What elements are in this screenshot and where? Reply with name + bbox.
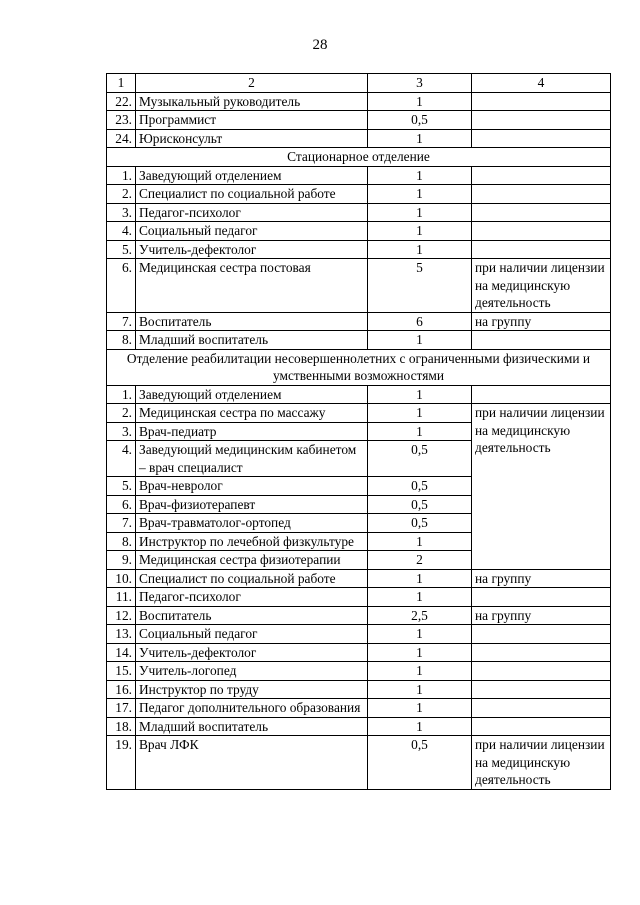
row-number: 5. bbox=[107, 477, 136, 496]
position-note bbox=[472, 111, 611, 130]
row-number: 3. bbox=[107, 203, 136, 222]
position-quantity: 2 bbox=[368, 551, 472, 570]
row-number: 8. bbox=[107, 331, 136, 350]
position-name: Заведующий отделением bbox=[136, 385, 368, 404]
section-title: Стационарное отделение bbox=[107, 148, 611, 167]
position-name: Учитель-дефектолог bbox=[136, 240, 368, 259]
position-note: при наличии лицензии на медицинскую деятельность bbox=[472, 736, 611, 790]
row-number: 3. bbox=[107, 422, 136, 441]
position-note bbox=[472, 92, 611, 111]
position-name: Врач-педиатр bbox=[136, 422, 368, 441]
table-row bbox=[107, 185, 611, 204]
row-number: 6. bbox=[107, 495, 136, 514]
position-quantity: 1 bbox=[368, 92, 472, 111]
table-row bbox=[107, 606, 611, 625]
table-row bbox=[107, 331, 611, 350]
row-number: 16. bbox=[107, 680, 136, 699]
position-quantity: 1 bbox=[368, 569, 472, 588]
position-note bbox=[472, 385, 611, 404]
position-quantity: 1 bbox=[368, 680, 472, 699]
row-number: 10. bbox=[107, 569, 136, 588]
position-quantity: 1 bbox=[368, 717, 472, 736]
position-note bbox=[472, 680, 611, 699]
position-name: Социальный педагог bbox=[136, 222, 368, 241]
section-row bbox=[107, 349, 611, 385]
position-note bbox=[472, 643, 611, 662]
position-note bbox=[472, 717, 611, 736]
staffing-table bbox=[106, 73, 611, 790]
row-number: 22. bbox=[107, 92, 136, 111]
row-number: 14. bbox=[107, 643, 136, 662]
table-row bbox=[107, 222, 611, 241]
position-note bbox=[472, 240, 611, 259]
page-number: 28 bbox=[312, 37, 328, 53]
table-row bbox=[107, 717, 611, 736]
position-name: Медицинская сестра по массажу bbox=[136, 404, 368, 423]
column-header: 1 bbox=[107, 74, 136, 93]
table-row bbox=[107, 203, 611, 222]
table-row bbox=[107, 259, 611, 313]
position-quantity: 2,5 bbox=[368, 606, 472, 625]
position-name: Программист bbox=[136, 111, 368, 130]
row-number: 8. bbox=[107, 532, 136, 551]
column-header: 3 bbox=[368, 74, 472, 93]
position-quantity: 0,5 bbox=[368, 477, 472, 496]
section-row bbox=[107, 148, 611, 167]
row-number: 2. bbox=[107, 404, 136, 423]
position-name: Врач-физиотерапевт bbox=[136, 495, 368, 514]
position-quantity: 1 bbox=[368, 532, 472, 551]
position-quantity: 1 bbox=[368, 385, 472, 404]
table-row bbox=[107, 680, 611, 699]
position-name: Медицинская сестра постовая bbox=[136, 259, 368, 313]
position-name: Социальный педагог bbox=[136, 625, 368, 644]
position-quantity: 0,5 bbox=[368, 441, 472, 477]
table-row bbox=[107, 643, 611, 662]
table-row bbox=[107, 166, 611, 185]
table-header-row bbox=[107, 74, 611, 93]
position-note bbox=[472, 222, 611, 241]
position-name: Врач ЛФК bbox=[136, 736, 368, 790]
position-note bbox=[472, 166, 611, 185]
position-quantity: 1 bbox=[368, 185, 472, 204]
row-number: 15. bbox=[107, 662, 136, 681]
position-quantity: 1 bbox=[368, 588, 472, 607]
position-name: Педагог дополнительного образования bbox=[136, 699, 368, 718]
table-row bbox=[107, 625, 611, 644]
position-name: Младший воспитатель bbox=[136, 717, 368, 736]
position-quantity: 0,5 bbox=[368, 736, 472, 790]
table-row bbox=[107, 662, 611, 681]
column-header: 4 bbox=[472, 74, 611, 93]
table-row bbox=[107, 92, 611, 111]
position-quantity: 1 bbox=[368, 662, 472, 681]
table-row bbox=[107, 588, 611, 607]
position-name: Заведующий медицинским кабинетом – врач специалист bbox=[136, 441, 368, 477]
position-name: Учитель-логопед bbox=[136, 662, 368, 681]
position-quantity: 1 bbox=[368, 422, 472, 441]
position-quantity: 0,5 bbox=[368, 514, 472, 533]
position-name: Педагог-психолог bbox=[136, 588, 368, 607]
position-name: Педагог-психолог bbox=[136, 203, 368, 222]
row-number: 11. bbox=[107, 588, 136, 607]
section-title: Отделение реабилитации несовершеннолетних с ограниченными физическими и умственными возможностями bbox=[107, 349, 611, 385]
table-row bbox=[107, 699, 611, 718]
position-quantity: 6 bbox=[368, 312, 472, 331]
position-name: Врач-травматолог-ортопед bbox=[136, 514, 368, 533]
position-note bbox=[472, 588, 611, 607]
row-number: 7. bbox=[107, 514, 136, 533]
position-name: Воспитатель bbox=[136, 606, 368, 625]
row-number: 6. bbox=[107, 259, 136, 313]
position-quantity: 1 bbox=[368, 240, 472, 259]
position-name: Юрисконсульт bbox=[136, 129, 368, 148]
row-number: 9. bbox=[107, 551, 136, 570]
position-name: Инструктор по лечебной физкультуре bbox=[136, 532, 368, 551]
table-row bbox=[107, 240, 611, 259]
position-quantity: 1 bbox=[368, 203, 472, 222]
position-quantity: 1 bbox=[368, 625, 472, 644]
position-quantity: 0,5 bbox=[368, 495, 472, 514]
row-number: 7. bbox=[107, 312, 136, 331]
position-quantity: 1 bbox=[368, 129, 472, 148]
row-number: 13. bbox=[107, 625, 136, 644]
position-quantity: 1 bbox=[368, 699, 472, 718]
row-number: 4. bbox=[107, 222, 136, 241]
row-number: 24. bbox=[107, 129, 136, 148]
position-name: Учитель-дефектолог bbox=[136, 643, 368, 662]
row-number: 19. bbox=[107, 736, 136, 790]
position-name: Заведующий отделением bbox=[136, 166, 368, 185]
table-row bbox=[107, 736, 611, 790]
position-name: Младший воспитатель bbox=[136, 331, 368, 350]
position-quantity: 1 bbox=[368, 404, 472, 423]
position-note: на группу bbox=[472, 606, 611, 625]
position-note bbox=[472, 699, 611, 718]
row-number: 23. bbox=[107, 111, 136, 130]
position-name: Инструктор по труду bbox=[136, 680, 368, 699]
position-quantity: 1 bbox=[368, 222, 472, 241]
position-quantity: 1 bbox=[368, 166, 472, 185]
table-row bbox=[107, 385, 611, 404]
table-row bbox=[107, 569, 611, 588]
position-name: Специалист по социальной работе bbox=[136, 185, 368, 204]
row-number: 1. bbox=[107, 166, 136, 185]
table-row bbox=[107, 404, 611, 423]
position-note bbox=[472, 662, 611, 681]
row-number: 18. bbox=[107, 717, 136, 736]
row-number: 2. bbox=[107, 185, 136, 204]
row-number: 12. bbox=[107, 606, 136, 625]
position-quantity: 1 bbox=[368, 331, 472, 350]
position-note bbox=[472, 625, 611, 644]
row-number: 5. bbox=[107, 240, 136, 259]
column-header: 2 bbox=[136, 74, 368, 93]
position-name: Специалист по социальной работе bbox=[136, 569, 368, 588]
position-note: при наличии лицензии на медицинскую деятельность bbox=[472, 259, 611, 313]
position-note: при наличии лицензии на медицинскую деятельность bbox=[472, 404, 611, 570]
position-name: Воспитатель bbox=[136, 312, 368, 331]
position-note bbox=[472, 331, 611, 350]
position-note: на группу bbox=[472, 312, 611, 331]
position-note: на группу bbox=[472, 569, 611, 588]
row-number: 17. bbox=[107, 699, 136, 718]
position-quantity: 0,5 bbox=[368, 111, 472, 130]
position-quantity: 5 bbox=[368, 259, 472, 313]
position-note bbox=[472, 203, 611, 222]
row-number: 1. bbox=[107, 385, 136, 404]
table-row bbox=[107, 129, 611, 148]
row-number: 4. bbox=[107, 441, 136, 477]
position-quantity: 1 bbox=[368, 643, 472, 662]
position-name: Медицинская сестра физиотерапии bbox=[136, 551, 368, 570]
position-name: Врач-невролог bbox=[136, 477, 368, 496]
table-row bbox=[107, 111, 611, 130]
position-name: Музыкальный руководитель bbox=[136, 92, 368, 111]
position-note bbox=[472, 129, 611, 148]
table-row bbox=[107, 312, 611, 331]
position-note bbox=[472, 185, 611, 204]
